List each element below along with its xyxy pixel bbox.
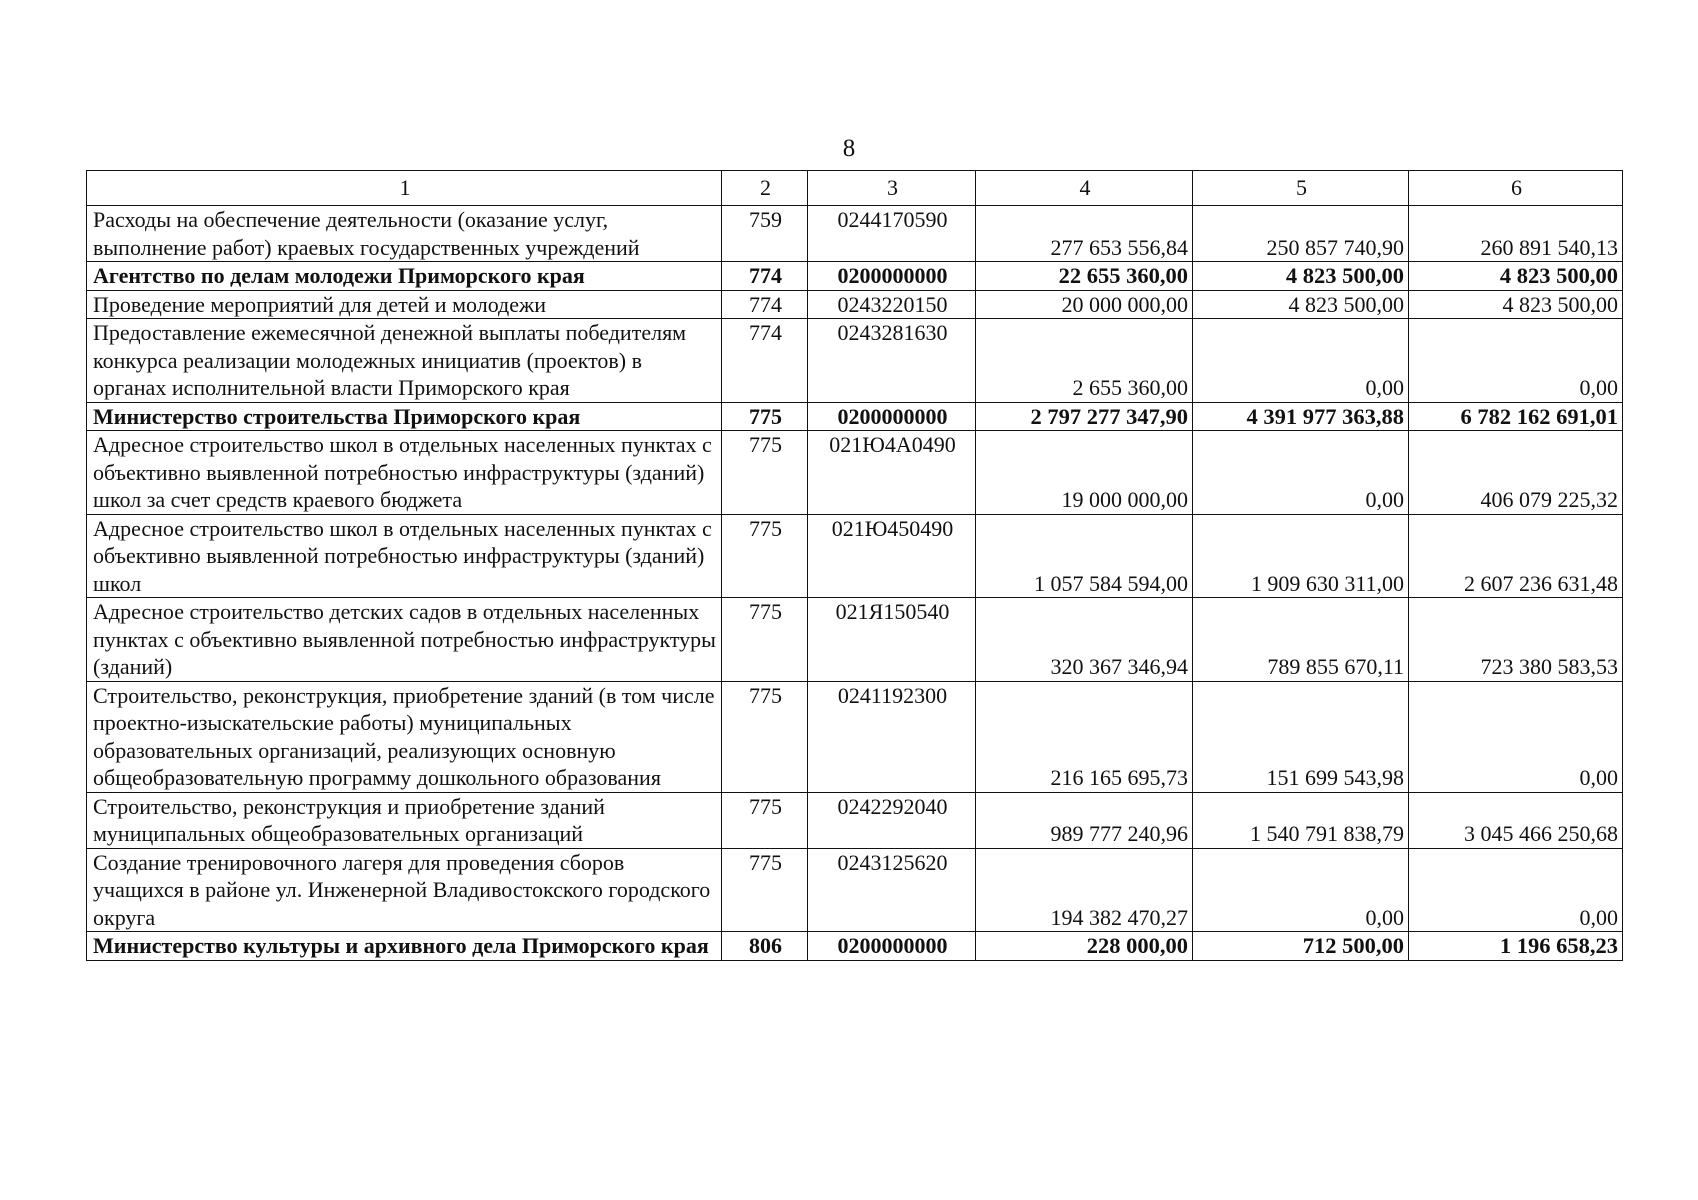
expense-name-cell: Создание тренировочного лагеря для проведения сборов учащихся в районе ул. Инженерной Владивостокского городского округа [87,848,722,932]
amount-col5-cell: 1 540 791 838,79 [1193,792,1409,848]
target-item-code-cell: 0200000000 [808,262,976,291]
column-number: 6 [1409,171,1623,206]
amount-col4-cell: 20 000 000,00 [976,290,1193,319]
table-row [87,206,1623,262]
amount-col5-cell: 0,00 [1193,319,1409,403]
target-item-code-cell: 021Ю450490 [808,514,976,598]
amount-col4-cell: 194 382 470,27 [976,848,1193,932]
amount-col5-cell: 0,00 [1193,431,1409,515]
column-number: 3 [808,171,976,206]
expense-name-cell: Министерство культуры и архивного дела Приморского края [87,932,722,961]
expense-name-cell: Адресное строительство школ в отдельных населенных пунктах с объективно выявленной потребностью инфраструктуры (зданий) школ за счет средств краевого бюджета [87,431,722,515]
ministry-code-cell: 775 [722,598,808,682]
amount-col6-cell: 1 196 658,23 [1409,932,1623,961]
target-item-code-cell: 0243220150 [808,290,976,319]
table-row [87,598,1623,682]
table-row [87,848,1623,932]
ministry-code-cell: 774 [722,319,808,403]
page-number: 8 [842,135,856,162]
amount-col6-cell: 3 045 466 250,68 [1409,792,1623,848]
ministry-code-cell: 759 [722,206,808,262]
target-item-code-cell: 0200000000 [808,932,976,961]
amount-col4-cell: 1 057 584 594,00 [976,514,1193,598]
amount-col4-cell: 989 777 240,96 [976,792,1193,848]
amount-col6-cell: 723 380 583,53 [1409,598,1623,682]
amount-col4-cell: 216 165 695,73 [976,681,1193,792]
target-item-code-cell: 0243125620 [808,848,976,932]
column-number: 4 [976,171,1193,206]
expense-name-cell: Адресное строительство детских садов в отдельных населенных пунктах с объективно выявленной потребностью инфраструктуры (зданий) [87,598,722,682]
amount-col6-cell: 2 607 236 631,48 [1409,514,1623,598]
target-item-code-cell: 0242292040 [808,792,976,848]
amount-col6-cell: 4 823 500,00 [1409,262,1623,291]
amount-col5-cell: 4 823 500,00 [1193,290,1409,319]
amount-col5-cell: 789 855 670,11 [1193,598,1409,682]
amount-col4-cell: 22 655 360,00 [976,262,1193,291]
ministry-code-cell: 775 [722,848,808,932]
column-number-row [87,171,1623,206]
amount-col5-cell: 250 857 740,90 [1193,206,1409,262]
ministry-code-cell: 774 [722,290,808,319]
target-item-code-cell: 0244170590 [808,206,976,262]
amount-col5-cell: 1 909 630 311,00 [1193,514,1409,598]
budget-table [86,170,1623,961]
amount-col4-cell: 19 000 000,00 [976,431,1193,515]
amount-col5-cell: 4 823 500,00 [1193,262,1409,291]
amount-col6-cell: 0,00 [1409,319,1623,403]
ministry-code-cell: 775 [722,681,808,792]
expense-name-cell: Предоставление ежемесячной денежной выплаты победителям конкурса реализации молодежных инициатив (проектов) в органах исполнительной власти Приморского края [87,319,722,403]
amount-col5-cell: 4 391 977 363,88 [1193,402,1409,431]
table-row [87,514,1623,598]
ministry-code-cell: 775 [722,402,808,431]
expense-name-cell: Агентство по делам молодежи Приморского края [87,262,722,291]
amount-col4-cell: 2 655 360,00 [976,319,1193,403]
amount-col4-cell: 320 367 346,94 [976,598,1193,682]
table-row [87,319,1623,403]
expense-name-cell: Расходы на обеспечение деятельности (оказание услуг, выполнение работ) краевых государственных учреждений [87,206,722,262]
amount-col4-cell: 2 797 277 347,90 [976,402,1193,431]
amount-col5-cell: 712 500,00 [1193,932,1409,961]
ministry-code-cell: 806 [722,932,808,961]
table-row [87,290,1623,319]
ministry-code-cell: 775 [722,431,808,515]
table-row [87,792,1623,848]
column-number: 1 [87,171,722,206]
amount-col6-cell: 406 079 225,32 [1409,431,1623,515]
target-item-code-cell: 0243281630 [808,319,976,403]
target-item-code-cell: 021Ю4А0490 [808,431,976,515]
amount-col6-cell: 4 823 500,00 [1409,290,1623,319]
table-row [87,431,1623,515]
amount-col6-cell: 6 782 162 691,01 [1409,402,1623,431]
amount-col6-cell: 0,00 [1409,848,1623,932]
target-item-code-cell: 0200000000 [808,402,976,431]
amount-col5-cell: 151 699 543,98 [1193,681,1409,792]
target-item-code-cell: 021Я150540 [808,598,976,682]
column-number: 2 [722,171,808,206]
expense-name-cell: Адресное строительство школ в отдельных населенных пунктах с объективно выявленной потребностью инфраструктуры (зданий) школ [87,514,722,598]
table-row [87,681,1623,792]
column-number: 5 [1193,171,1409,206]
ministry-code-cell: 774 [722,262,808,291]
amount-col6-cell: 260 891 540,13 [1409,206,1623,262]
expense-name-cell: Строительство, реконструкция и приобретение зданий муниципальных общеобразовательных организаций [87,792,722,848]
amount-col4-cell: 277 653 556,84 [976,206,1193,262]
ministry-code-cell: 775 [722,514,808,598]
expense-name-cell: Министерство строительства Приморского края [87,402,722,431]
ministry-code-cell: 775 [722,792,808,848]
amount-col4-cell: 228 000,00 [976,932,1193,961]
table-row-ministry-total [87,402,1623,431]
target-item-code-cell: 0241192300 [808,681,976,792]
amount-col6-cell: 0,00 [1409,681,1623,792]
expense-name-cell: Строительство, реконструкция, приобретение зданий (в том числе проектно-изыскательские работы) муниципальных образовательных организаций, реализующих основную общеобразовательную программу дошкольного образования [87,681,722,792]
table-body [87,171,1623,961]
expense-name-cell: Проведение мероприятий для детей и молодежи [87,290,722,319]
amount-col5-cell: 0,00 [1193,848,1409,932]
table-row-ministry-total [87,262,1623,291]
table-row-ministry-total [87,932,1623,961]
